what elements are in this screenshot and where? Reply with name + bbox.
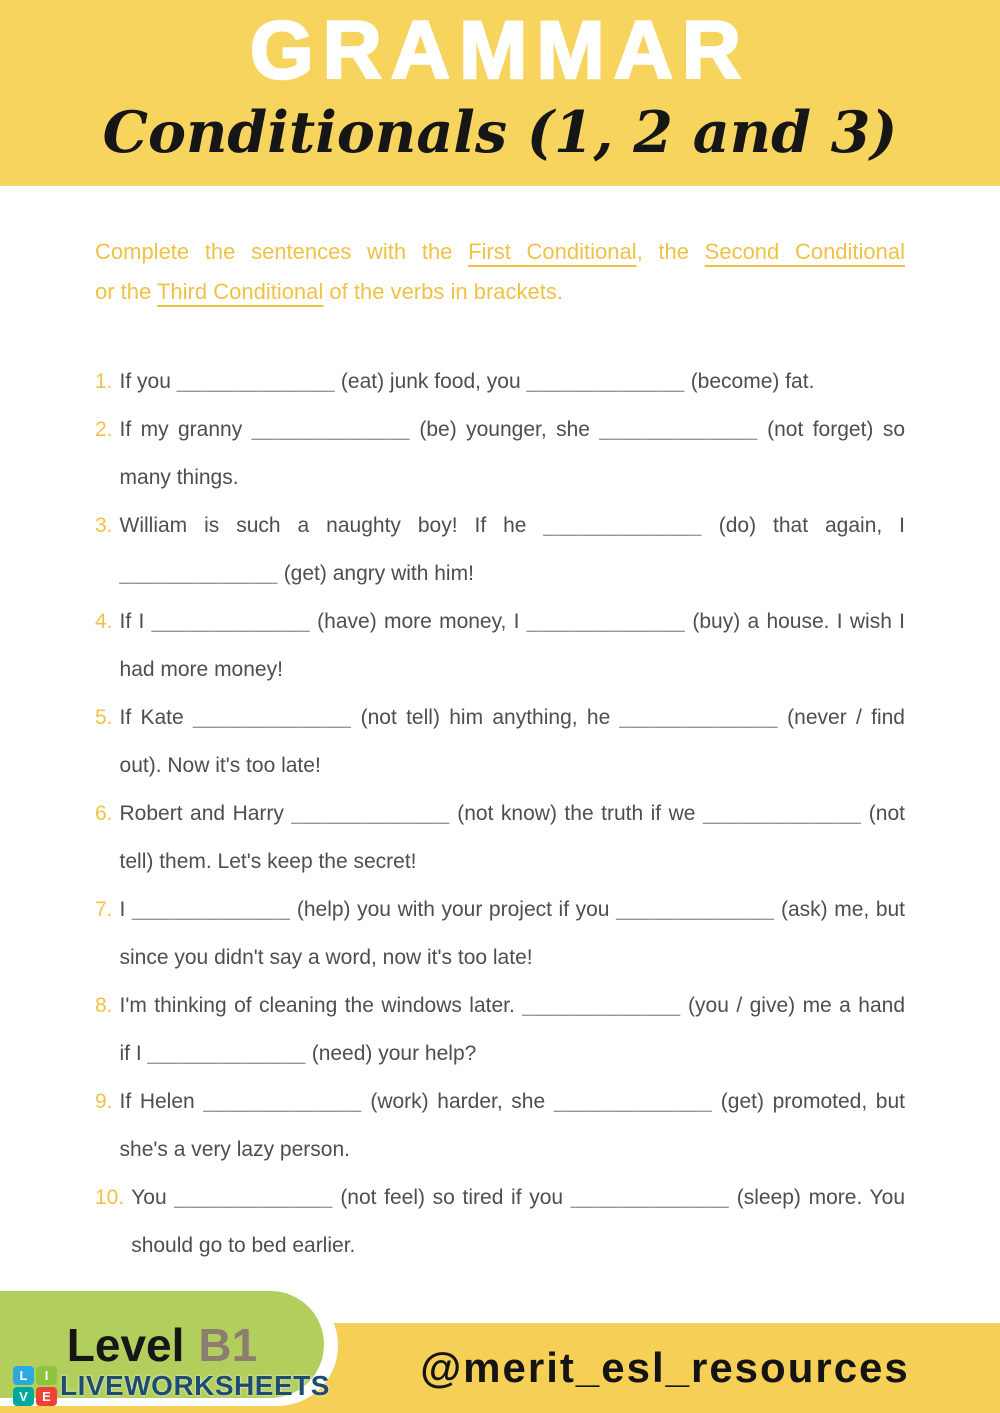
item-text: out). Now it's too late! xyxy=(119,754,321,777)
answer-blank[interactable]: _____________ xyxy=(176,370,336,393)
social-handle: @merit_esl_resources xyxy=(420,1344,910,1391)
answer-blank[interactable]: _____________ xyxy=(291,802,450,825)
item-number: 2. xyxy=(95,418,113,441)
exercise-item xyxy=(95,598,905,694)
level-value: B1 xyxy=(198,1318,258,1371)
item-text: (work) harder, she xyxy=(361,1090,554,1113)
answer-blank[interactable]: _____________ xyxy=(553,1090,713,1113)
exercise-item xyxy=(95,982,905,1078)
item-text: (have) more money, I xyxy=(309,610,527,633)
item-number: 5. xyxy=(95,706,113,729)
item-line xyxy=(120,934,905,982)
item-text: (be) younger, she xyxy=(409,418,600,441)
item-text: (help) you with your project if you xyxy=(290,898,617,921)
item-text: (get) angry with him! xyxy=(277,562,474,585)
item-line xyxy=(120,406,905,454)
logo-square: E xyxy=(36,1387,57,1406)
item-body xyxy=(120,406,905,502)
item-body xyxy=(120,358,905,406)
item-line xyxy=(120,550,905,598)
exercise-item xyxy=(95,406,905,502)
exercise-item xyxy=(95,358,905,406)
instructions-line xyxy=(95,232,905,272)
exercise-item xyxy=(95,694,905,790)
item-line xyxy=(120,646,905,694)
item-text: You xyxy=(131,1186,175,1209)
item-text: (not xyxy=(861,802,905,825)
item-text: tell) them. Let's keep the secret! xyxy=(119,850,417,873)
answer-blank[interactable]: _____________ xyxy=(192,706,352,729)
item-body xyxy=(120,886,905,982)
answer-blank[interactable]: _____________ xyxy=(151,610,310,633)
answer-blank[interactable]: _____________ xyxy=(570,1186,730,1209)
exercise-item xyxy=(95,1078,905,1174)
item-line xyxy=(131,1222,905,1270)
item-line xyxy=(120,982,905,1030)
item-text: since you didn't say a word, now it's too late! xyxy=(119,946,533,969)
instructions-text: of the verbs in brackets. xyxy=(323,279,563,304)
item-text: If Kate xyxy=(119,706,193,729)
item-body xyxy=(120,1078,905,1174)
item-line xyxy=(120,1126,905,1174)
item-text: I xyxy=(119,898,132,921)
item-text: (not forget) so xyxy=(757,418,906,441)
instructions-text: or the xyxy=(95,279,157,304)
item-text: should go to bed earlier. xyxy=(131,1234,356,1257)
exercise-item xyxy=(95,1174,905,1270)
answer-blank[interactable]: _____________ xyxy=(174,1186,333,1209)
page-subtitle: Conditionals (1, 2 and 3) xyxy=(102,99,898,166)
logo-square: V xyxy=(13,1387,34,1406)
conditional-term: First Conditional xyxy=(468,239,637,264)
item-text: had more money! xyxy=(119,658,283,681)
item-line xyxy=(120,502,905,550)
item-number: 7. xyxy=(95,898,113,921)
item-body xyxy=(120,598,905,694)
item-number: 3. xyxy=(95,514,113,537)
conditional-term: Second Conditional xyxy=(704,239,906,264)
item-text: (need) your help? xyxy=(305,1042,477,1065)
answer-blank[interactable]: _____________ xyxy=(147,1042,306,1065)
answer-blank[interactable]: _____________ xyxy=(251,418,410,441)
header-banner xyxy=(0,0,1000,186)
answer-blank[interactable]: _____________ xyxy=(203,1090,362,1113)
answer-blank[interactable]: _____________ xyxy=(619,706,778,729)
item-text: (get) promoted, but xyxy=(712,1090,905,1113)
item-line xyxy=(120,886,905,934)
item-line xyxy=(120,598,905,646)
item-text: (sleep) more. You xyxy=(729,1186,905,1209)
item-text: If I xyxy=(119,610,152,633)
item-text: (buy) a house. I wish I xyxy=(685,610,905,633)
item-text: If Helen xyxy=(119,1090,204,1113)
answer-blank[interactable]: _____________ xyxy=(543,514,702,537)
item-text: if I xyxy=(119,1042,148,1065)
answer-blank[interactable]: _____________ xyxy=(526,610,686,633)
liveworksheets-logo xyxy=(13,1366,330,1406)
item-text: (not feel) so tired if you xyxy=(332,1186,571,1209)
answer-blank[interactable]: _____________ xyxy=(702,802,862,825)
item-line xyxy=(120,358,905,406)
exercise-item xyxy=(95,886,905,982)
item-body xyxy=(120,502,905,598)
item-text: (eat) junk food, you xyxy=(335,370,527,393)
item-line xyxy=(120,790,905,838)
item-text: (become) fat. xyxy=(684,370,815,393)
logo-square: L xyxy=(13,1366,34,1385)
item-text: William is such a naughty boy! If he xyxy=(119,514,544,537)
item-text: If my granny xyxy=(119,418,252,441)
exercise-item xyxy=(95,502,905,598)
item-text: (not know) the truth if we xyxy=(449,802,703,825)
logo-square: I xyxy=(36,1366,57,1385)
exercise-list xyxy=(95,358,905,1270)
answer-blank[interactable]: _____________ xyxy=(119,562,278,585)
item-number: 10. xyxy=(95,1186,125,1209)
item-number: 1. xyxy=(95,370,113,393)
conditional-term: Third Conditional xyxy=(156,279,324,304)
item-text: (never / find xyxy=(777,706,905,729)
item-line xyxy=(120,1030,905,1078)
item-number: 9. xyxy=(95,1090,113,1113)
item-text: (not tell) him anything, he xyxy=(351,706,620,729)
item-number: 4. xyxy=(95,610,113,633)
item-number: 8. xyxy=(95,994,113,1017)
answer-blank[interactable]: _____________ xyxy=(131,898,291,921)
answer-blank[interactable]: _____________ xyxy=(526,370,685,393)
item-text: I'm thinking of cleaning the windows later. xyxy=(119,994,523,1017)
item-line xyxy=(120,454,905,502)
item-line xyxy=(120,694,905,742)
level-label: Level xyxy=(66,1318,185,1371)
instructions-text: , the xyxy=(636,239,705,264)
page-title: GRAMMAR xyxy=(249,5,751,96)
exercise-item xyxy=(95,790,905,886)
liveworksheets-icon xyxy=(13,1366,57,1406)
item-text: (you / give) me a hand xyxy=(680,994,906,1017)
item-text: (ask) me, but xyxy=(774,898,906,921)
item-line xyxy=(120,1078,905,1126)
answer-blank[interactable]: _____________ xyxy=(522,994,681,1017)
item-text: (do) that again, I xyxy=(701,514,905,537)
liveworksheets-wordmark: LIVEWORKSHEETS xyxy=(60,1370,330,1401)
instructions-line xyxy=(95,272,905,312)
item-body xyxy=(120,790,905,886)
item-body xyxy=(120,694,905,790)
worksheet-body xyxy=(95,186,905,1270)
item-text: she's a very lazy person. xyxy=(119,1138,350,1161)
item-number: 6. xyxy=(95,802,113,825)
item-text: Robert and Harry xyxy=(119,802,292,825)
item-body xyxy=(131,1174,905,1270)
instructions xyxy=(95,232,905,312)
item-line xyxy=(120,742,905,790)
item-line xyxy=(131,1174,905,1222)
instructions-text: Complete the sentences with the xyxy=(95,239,469,264)
item-body xyxy=(120,982,905,1078)
item-line xyxy=(120,838,905,886)
answer-blank[interactable]: _____________ xyxy=(616,898,775,921)
item-text: If you xyxy=(119,370,177,393)
answer-blank[interactable]: _____________ xyxy=(599,418,758,441)
item-text: many things. xyxy=(119,466,239,489)
